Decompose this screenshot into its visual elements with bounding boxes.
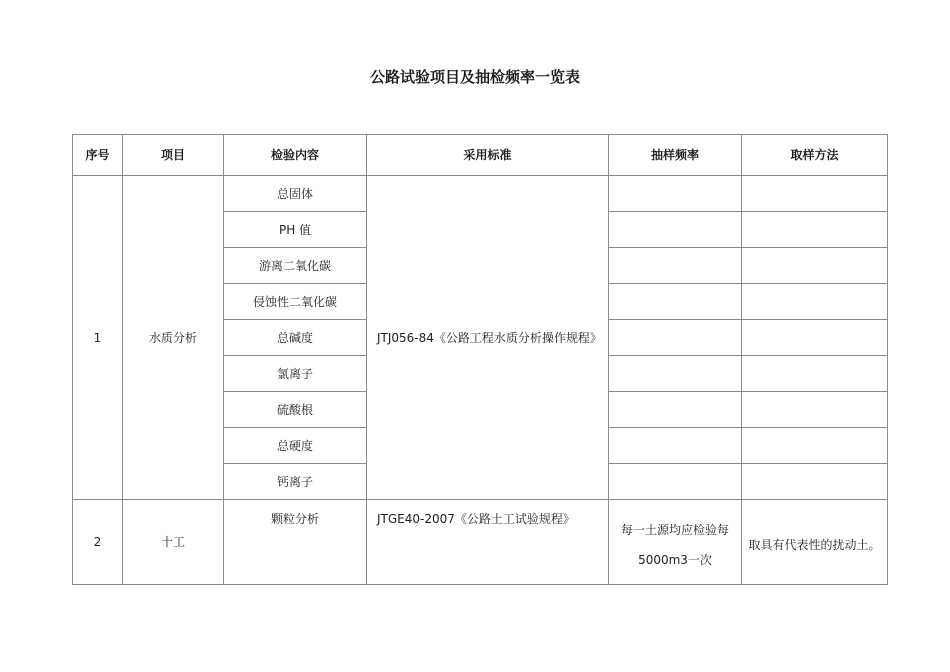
row2-frequency: 每一土源均应检验每 5000m3一次 [609, 500, 742, 585]
row1-method-6 [742, 392, 888, 428]
row1-content-7: 总硬度 [224, 428, 367, 464]
row1-frequency-3 [609, 284, 742, 320]
row1-content-3: 侵蚀性二氧化碳 [224, 284, 367, 320]
row2-item: 十工 [123, 500, 224, 585]
row1-method-3 [742, 284, 888, 320]
row1-content-6: 硫酸根 [224, 392, 367, 428]
header-cell-standard: 采用标准 [367, 135, 609, 176]
row1-frequency-7 [609, 428, 742, 464]
row1-frequency-8 [609, 464, 742, 500]
header-cell-item: 项目 [123, 135, 224, 176]
row1-method-2 [742, 248, 888, 284]
row1-content-2: 游离二氧化碳 [224, 248, 367, 284]
row2-no: 2 [73, 500, 123, 585]
header-cell-frequency: 抽样频率 [609, 135, 742, 176]
row1-frequency-4 [609, 320, 742, 356]
row1-method-5 [742, 356, 888, 392]
row2-method: 取具有代表性的扰动土。 [742, 500, 888, 585]
inspection-table [72, 134, 888, 585]
row1-frequency-2 [609, 248, 742, 284]
row1-method-0 [742, 176, 888, 212]
row1-content-0: 总固体 [224, 176, 367, 212]
row1-content-1: PH 值 [224, 212, 367, 248]
row1-method-4 [742, 320, 888, 356]
table-row [73, 176, 888, 212]
row1-standard-text: JTJ056-84《公路工程水质分析操作规程》 [377, 330, 602, 345]
row1-frequency-6 [609, 392, 742, 428]
row1-content-5: 氯离子 [224, 356, 367, 392]
row1-frequency-5 [609, 356, 742, 392]
header-cell-content: 检验内容 [224, 135, 367, 176]
row1-frequency-0 [609, 176, 742, 212]
header-cell-method: 取样方法 [742, 135, 888, 176]
row2-content: 颗粒分析 [224, 500, 367, 585]
page-title: 公路试验项目及抽检频率一览表 [369, 68, 580, 86]
row1-item: 水质分析 [123, 176, 224, 500]
row2-standard: JTGE40-2007《公路土工试验规程》 [367, 500, 609, 585]
row1-content-4: 总碱度 [224, 320, 367, 356]
table-header-row [73, 135, 888, 176]
row1-method-7 [742, 428, 888, 464]
row1-standard [367, 176, 609, 500]
row1-method-1 [742, 212, 888, 248]
row1-method-8 [742, 464, 888, 500]
row1-content-8: 钙离子 [224, 464, 367, 500]
table-row [73, 500, 888, 585]
header-cell-no: 序号 [73, 135, 123, 176]
row1-frequency-1 [609, 212, 742, 248]
row1-no: 1 [73, 176, 123, 500]
